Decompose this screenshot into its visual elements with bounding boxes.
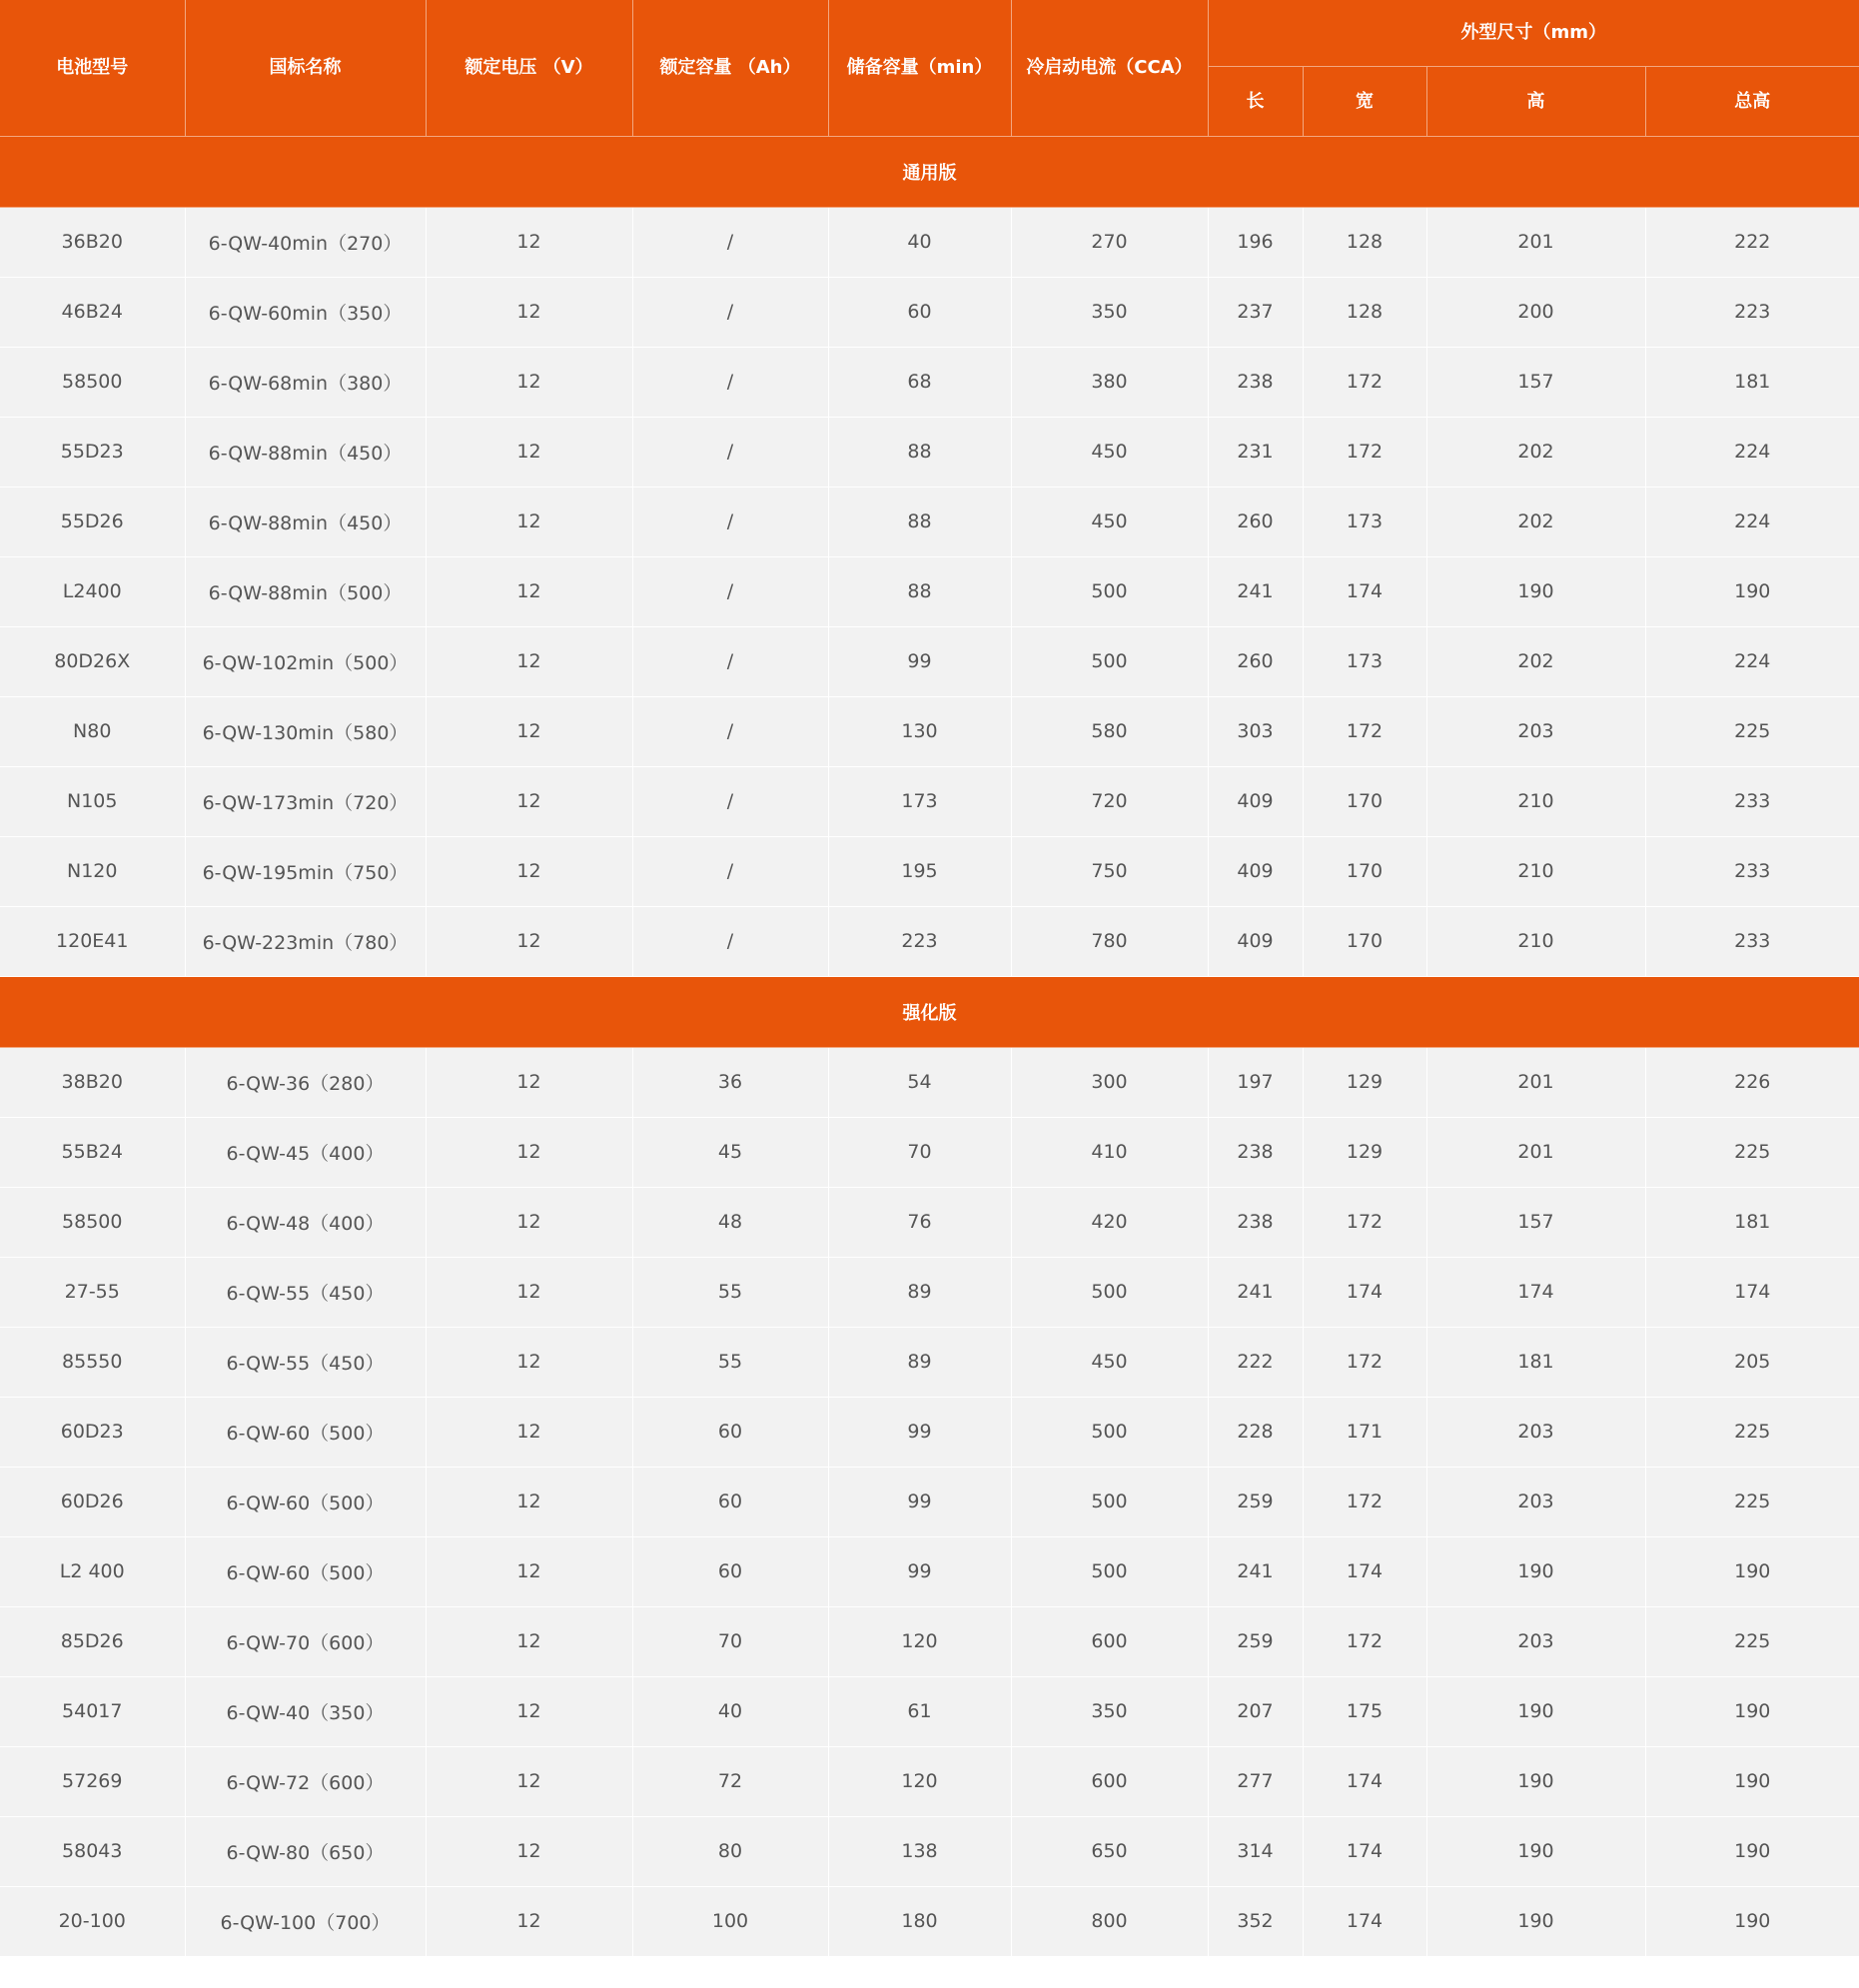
cell-model: 54017 (0, 1676, 185, 1746)
cell-total-height: 224 (1645, 487, 1859, 556)
table-row (0, 1467, 1859, 1536)
table-row (0, 487, 1859, 556)
cell-reserve-capacity: 120 (828, 1606, 1011, 1676)
cell-gb-name: 6-QW-55（450） (185, 1257, 426, 1327)
cell-length: 277 (1208, 1746, 1303, 1816)
cell-model: 80D26X (0, 626, 185, 696)
cell-length: 409 (1208, 906, 1303, 976)
table-row (0, 1816, 1859, 1886)
cell-height: 210 (1426, 906, 1645, 976)
cell-length: 228 (1208, 1397, 1303, 1467)
cell-model: N80 (0, 696, 185, 766)
cell-reserve-capacity: 60 (828, 277, 1011, 347)
cell-height: 201 (1426, 1047, 1645, 1117)
cell-voltage: 12 (426, 417, 632, 487)
cell-total-height: 225 (1645, 1606, 1859, 1676)
cell-cca: 500 (1011, 1257, 1208, 1327)
cell-total-height: 225 (1645, 696, 1859, 766)
cell-total-height: 222 (1645, 207, 1859, 277)
cell-cca: 380 (1011, 347, 1208, 417)
cell-total-height: 226 (1645, 1047, 1859, 1117)
header-cca: 冷启动电流（CCA） (1011, 0, 1208, 136)
cell-reserve-capacity: 138 (828, 1816, 1011, 1886)
cell-width: 170 (1303, 766, 1426, 836)
cell-capacity: 100 (632, 1886, 828, 1956)
cell-voltage: 12 (426, 1117, 632, 1187)
section-row (0, 136, 1859, 207)
cell-voltage: 12 (426, 1816, 632, 1886)
cell-reserve-capacity: 88 (828, 417, 1011, 487)
cell-capacity: / (632, 626, 828, 696)
cell-voltage: 12 (426, 836, 632, 906)
cell-model: 60D26 (0, 1467, 185, 1536)
cell-reserve-capacity: 88 (828, 556, 1011, 626)
cell-cca: 450 (1011, 1327, 1208, 1397)
cell-height: 202 (1426, 487, 1645, 556)
cell-gb-name: 6-QW-40min（270） (185, 207, 426, 277)
cell-width: 172 (1303, 1327, 1426, 1397)
cell-model: 55D26 (0, 487, 185, 556)
cell-length: 231 (1208, 417, 1303, 487)
cell-cca: 500 (1011, 1536, 1208, 1606)
cell-cca: 800 (1011, 1886, 1208, 1956)
cell-reserve-capacity: 68 (828, 347, 1011, 417)
cell-reserve-capacity: 99 (828, 1536, 1011, 1606)
header-capacity: 额定容量 （Ah） (632, 0, 828, 136)
cell-model: L2 400 (0, 1536, 185, 1606)
cell-cca: 750 (1011, 836, 1208, 906)
cell-capacity: / (632, 277, 828, 347)
cell-height: 190 (1426, 556, 1645, 626)
cell-model: 38B20 (0, 1047, 185, 1117)
table-row (0, 1536, 1859, 1606)
cell-width: 172 (1303, 417, 1426, 487)
cell-gb-name: 6-QW-100（700） (185, 1886, 426, 1956)
table-row (0, 347, 1859, 417)
cell-width: 174 (1303, 1536, 1426, 1606)
cell-reserve-capacity: 99 (828, 1397, 1011, 1467)
cell-reserve-capacity: 223 (828, 906, 1011, 976)
cell-height: 203 (1426, 1606, 1645, 1676)
cell-total-height: 225 (1645, 1117, 1859, 1187)
cell-total-height: 190 (1645, 1746, 1859, 1816)
cell-gb-name: 6-QW-48（400） (185, 1187, 426, 1257)
cell-gb-name: 6-QW-60（500） (185, 1467, 426, 1536)
cell-capacity: / (632, 696, 828, 766)
cell-cca: 450 (1011, 417, 1208, 487)
cell-length: 241 (1208, 556, 1303, 626)
cell-height: 190 (1426, 1536, 1645, 1606)
cell-model: 58500 (0, 347, 185, 417)
cell-length: 207 (1208, 1676, 1303, 1746)
cell-length: 241 (1208, 1536, 1303, 1606)
cell-width: 172 (1303, 1187, 1426, 1257)
header-total-height: 总高 (1645, 66, 1859, 136)
cell-capacity: 60 (632, 1467, 828, 1536)
cell-cca: 300 (1011, 1047, 1208, 1117)
cell-reserve-capacity: 54 (828, 1047, 1011, 1117)
cell-reserve-capacity: 89 (828, 1257, 1011, 1327)
cell-reserve-capacity: 99 (828, 1467, 1011, 1536)
cell-width: 172 (1303, 347, 1426, 417)
cell-height: 181 (1426, 1327, 1645, 1397)
cell-model: 60D23 (0, 1397, 185, 1467)
cell-gb-name: 6-QW-130min（580） (185, 696, 426, 766)
cell-voltage: 12 (426, 1886, 632, 1956)
section-title: 强化版 (0, 976, 1859, 1047)
table-header (0, 0, 1859, 136)
cell-gb-name: 6-QW-40（350） (185, 1676, 426, 1746)
cell-length: 238 (1208, 347, 1303, 417)
cell-gb-name: 6-QW-60（500） (185, 1536, 426, 1606)
cell-capacity: 36 (632, 1047, 828, 1117)
cell-total-height: 190 (1645, 1536, 1859, 1606)
cell-gb-name: 6-QW-80（650） (185, 1816, 426, 1886)
cell-voltage: 12 (426, 1047, 632, 1117)
cell-cca: 450 (1011, 487, 1208, 556)
cell-cca: 720 (1011, 766, 1208, 836)
cell-cca: 500 (1011, 1397, 1208, 1467)
cell-height: 203 (1426, 696, 1645, 766)
cell-gb-name: 6-QW-72（600） (185, 1746, 426, 1816)
cell-reserve-capacity: 61 (828, 1676, 1011, 1746)
header-height: 高 (1426, 66, 1645, 136)
cell-cca: 780 (1011, 906, 1208, 976)
cell-reserve-capacity: 40 (828, 207, 1011, 277)
cell-length: 238 (1208, 1187, 1303, 1257)
cell-width: 170 (1303, 836, 1426, 906)
cell-gb-name: 6-QW-223min（780） (185, 906, 426, 976)
cell-total-height: 223 (1645, 277, 1859, 347)
cell-capacity: / (632, 836, 828, 906)
cell-capacity: 48 (632, 1187, 828, 1257)
table-row (0, 626, 1859, 696)
cell-cca: 500 (1011, 626, 1208, 696)
cell-length: 260 (1208, 626, 1303, 696)
cell-length: 260 (1208, 487, 1303, 556)
cell-width: 175 (1303, 1676, 1426, 1746)
cell-cca: 650 (1011, 1816, 1208, 1886)
cell-length: 222 (1208, 1327, 1303, 1397)
cell-length: 314 (1208, 1816, 1303, 1886)
table-body (0, 136, 1859, 1956)
table-row (0, 836, 1859, 906)
cell-capacity: / (632, 906, 828, 976)
header-model: 电池型号 (0, 0, 185, 136)
cell-capacity: / (632, 766, 828, 836)
cell-width: 173 (1303, 626, 1426, 696)
cell-model: 36B20 (0, 207, 185, 277)
table-row (0, 1606, 1859, 1676)
cell-cca: 500 (1011, 556, 1208, 626)
cell-gb-name: 6-QW-45（400） (185, 1117, 426, 1187)
cell-length: 196 (1208, 207, 1303, 277)
section-row (0, 976, 1859, 1047)
cell-voltage: 12 (426, 207, 632, 277)
cell-capacity: 60 (632, 1536, 828, 1606)
cell-height: 190 (1426, 1676, 1645, 1746)
header-reserve-capacity: 储备容量（min） (828, 0, 1011, 136)
cell-height: 200 (1426, 277, 1645, 347)
cell-total-height: 233 (1645, 766, 1859, 836)
cell-voltage: 12 (426, 277, 632, 347)
cell-gb-name: 6-QW-88min（450） (185, 417, 426, 487)
cell-model: 57269 (0, 1746, 185, 1816)
cell-height: 203 (1426, 1467, 1645, 1536)
cell-cca: 410 (1011, 1117, 1208, 1187)
cell-gb-name: 6-QW-88min（500） (185, 556, 426, 626)
cell-total-height: 224 (1645, 417, 1859, 487)
table-row (0, 1187, 1859, 1257)
cell-width: 171 (1303, 1397, 1426, 1467)
cell-model: 85550 (0, 1327, 185, 1397)
cell-width: 174 (1303, 1886, 1426, 1956)
cell-capacity: / (632, 347, 828, 417)
cell-width: 174 (1303, 1816, 1426, 1886)
header-gb-name: 国标名称 (185, 0, 426, 136)
cell-voltage: 12 (426, 1327, 632, 1397)
cell-length: 303 (1208, 696, 1303, 766)
cell-gb-name: 6-QW-88min（450） (185, 487, 426, 556)
cell-width: 174 (1303, 1257, 1426, 1327)
cell-model: 55B24 (0, 1117, 185, 1187)
cell-height: 202 (1426, 626, 1645, 696)
table-row (0, 1676, 1859, 1746)
table-row (0, 417, 1859, 487)
cell-width: 174 (1303, 556, 1426, 626)
cell-voltage: 12 (426, 487, 632, 556)
header-dimensions: 外型尺寸（mm） (1208, 0, 1859, 66)
cell-cca: 600 (1011, 1746, 1208, 1816)
cell-capacity: / (632, 556, 828, 626)
cell-total-height: 225 (1645, 1467, 1859, 1536)
cell-voltage: 12 (426, 1746, 632, 1816)
cell-capacity: / (632, 417, 828, 487)
cell-width: 172 (1303, 1467, 1426, 1536)
cell-model: 120E41 (0, 906, 185, 976)
cell-length: 259 (1208, 1606, 1303, 1676)
cell-reserve-capacity: 120 (828, 1746, 1011, 1816)
cell-voltage: 12 (426, 1257, 632, 1327)
header-voltage: 额定电压 （V） (426, 0, 632, 136)
cell-height: 157 (1426, 347, 1645, 417)
cell-width: 170 (1303, 906, 1426, 976)
cell-model: 55D23 (0, 417, 185, 487)
cell-gb-name: 6-QW-173min（720） (185, 766, 426, 836)
cell-total-height: 233 (1645, 836, 1859, 906)
cell-total-height: 190 (1645, 1816, 1859, 1886)
header-length: 长 (1208, 66, 1303, 136)
cell-length: 237 (1208, 277, 1303, 347)
cell-gb-name: 6-QW-55（450） (185, 1327, 426, 1397)
cell-capacity: 80 (632, 1816, 828, 1886)
cell-length: 409 (1208, 836, 1303, 906)
cell-voltage: 12 (426, 1397, 632, 1467)
table-row (0, 1746, 1859, 1816)
cell-voltage: 12 (426, 347, 632, 417)
cell-capacity: / (632, 207, 828, 277)
cell-capacity: / (632, 487, 828, 556)
cell-voltage: 12 (426, 906, 632, 976)
cell-total-height: 224 (1645, 626, 1859, 696)
table-row (0, 906, 1859, 976)
cell-height: 201 (1426, 207, 1645, 277)
cell-capacity: 55 (632, 1257, 828, 1327)
cell-reserve-capacity: 195 (828, 836, 1011, 906)
table-row (0, 1397, 1859, 1467)
cell-model: N120 (0, 836, 185, 906)
cell-length: 241 (1208, 1257, 1303, 1327)
cell-reserve-capacity: 180 (828, 1886, 1011, 1956)
table-row (0, 1117, 1859, 1187)
cell-height: 210 (1426, 836, 1645, 906)
cell-height: 203 (1426, 1397, 1645, 1467)
table-row (0, 207, 1859, 277)
section-title: 通用版 (0, 136, 1859, 207)
cell-gb-name: 6-QW-102min（500） (185, 626, 426, 696)
cell-height: 210 (1426, 766, 1645, 836)
cell-length: 259 (1208, 1467, 1303, 1536)
cell-width: 128 (1303, 277, 1426, 347)
cell-length: 197 (1208, 1047, 1303, 1117)
cell-gb-name: 6-QW-70（600） (185, 1606, 426, 1676)
cell-gb-name: 6-QW-195min（750） (185, 836, 426, 906)
cell-total-height: 174 (1645, 1257, 1859, 1327)
cell-voltage: 12 (426, 1536, 632, 1606)
cell-total-height: 190 (1645, 1886, 1859, 1956)
cell-width: 129 (1303, 1117, 1426, 1187)
cell-width: 172 (1303, 696, 1426, 766)
cell-height: 202 (1426, 417, 1645, 487)
cell-width: 129 (1303, 1047, 1426, 1117)
cell-reserve-capacity: 130 (828, 696, 1011, 766)
cell-reserve-capacity: 70 (828, 1117, 1011, 1187)
cell-voltage: 12 (426, 696, 632, 766)
table-row (0, 556, 1859, 626)
cell-capacity: 45 (632, 1117, 828, 1187)
cell-cca: 350 (1011, 277, 1208, 347)
cell-cca: 580 (1011, 696, 1208, 766)
cell-gb-name: 6-QW-36（280） (185, 1047, 426, 1117)
cell-voltage: 12 (426, 1187, 632, 1257)
cell-total-height: 233 (1645, 906, 1859, 976)
cell-height: 190 (1426, 1746, 1645, 1816)
cell-total-height: 225 (1645, 1397, 1859, 1467)
cell-voltage: 12 (426, 1676, 632, 1746)
cell-total-height: 181 (1645, 1187, 1859, 1257)
table-row (0, 1327, 1859, 1397)
cell-model: 20-100 (0, 1886, 185, 1956)
cell-capacity: 55 (632, 1327, 828, 1397)
cell-model: 27-55 (0, 1257, 185, 1327)
cell-cca: 420 (1011, 1187, 1208, 1257)
cell-voltage: 12 (426, 1606, 632, 1676)
table-row (0, 696, 1859, 766)
cell-reserve-capacity: 89 (828, 1327, 1011, 1397)
cell-total-height: 190 (1645, 1676, 1859, 1746)
cell-length: 238 (1208, 1117, 1303, 1187)
cell-voltage: 12 (426, 766, 632, 836)
cell-height: 201 (1426, 1117, 1645, 1187)
cell-voltage: 12 (426, 1467, 632, 1536)
cell-total-height: 205 (1645, 1327, 1859, 1397)
cell-height: 157 (1426, 1187, 1645, 1257)
cell-cca: 350 (1011, 1676, 1208, 1746)
cell-cca: 270 (1011, 207, 1208, 277)
cell-cca: 600 (1011, 1606, 1208, 1676)
cell-voltage: 12 (426, 626, 632, 696)
table-row (0, 277, 1859, 347)
cell-reserve-capacity: 173 (828, 766, 1011, 836)
cell-length: 409 (1208, 766, 1303, 836)
cell-capacity: 72 (632, 1746, 828, 1816)
cell-voltage: 12 (426, 556, 632, 626)
table-row (0, 1886, 1859, 1956)
cell-total-height: 181 (1645, 347, 1859, 417)
cell-capacity: 60 (632, 1397, 828, 1467)
cell-width: 173 (1303, 487, 1426, 556)
header-width: 宽 (1303, 66, 1426, 136)
cell-height: 190 (1426, 1816, 1645, 1886)
cell-reserve-capacity: 76 (828, 1187, 1011, 1257)
cell-model: 58500 (0, 1187, 185, 1257)
cell-width: 128 (1303, 207, 1426, 277)
cell-model: 58043 (0, 1816, 185, 1886)
cell-model: 46B24 (0, 277, 185, 347)
cell-height: 190 (1426, 1886, 1645, 1956)
cell-width: 172 (1303, 1606, 1426, 1676)
cell-model: N105 (0, 766, 185, 836)
table-row (0, 766, 1859, 836)
cell-length: 352 (1208, 1886, 1303, 1956)
table-row (0, 1257, 1859, 1327)
cell-model: 85D26 (0, 1606, 185, 1676)
cell-capacity: 70 (632, 1606, 828, 1676)
cell-gb-name: 6-QW-68min（380） (185, 347, 426, 417)
cell-gb-name: 6-QW-60（500） (185, 1397, 426, 1467)
cell-reserve-capacity: 88 (828, 487, 1011, 556)
cell-capacity: 40 (632, 1676, 828, 1746)
cell-height: 174 (1426, 1257, 1645, 1327)
cell-cca: 500 (1011, 1467, 1208, 1536)
table-row (0, 1047, 1859, 1117)
cell-model: L2400 (0, 556, 185, 626)
cell-total-height: 190 (1645, 556, 1859, 626)
cell-gb-name: 6-QW-60min（350） (185, 277, 426, 347)
cell-width: 174 (1303, 1746, 1426, 1816)
cell-reserve-capacity: 99 (828, 626, 1011, 696)
